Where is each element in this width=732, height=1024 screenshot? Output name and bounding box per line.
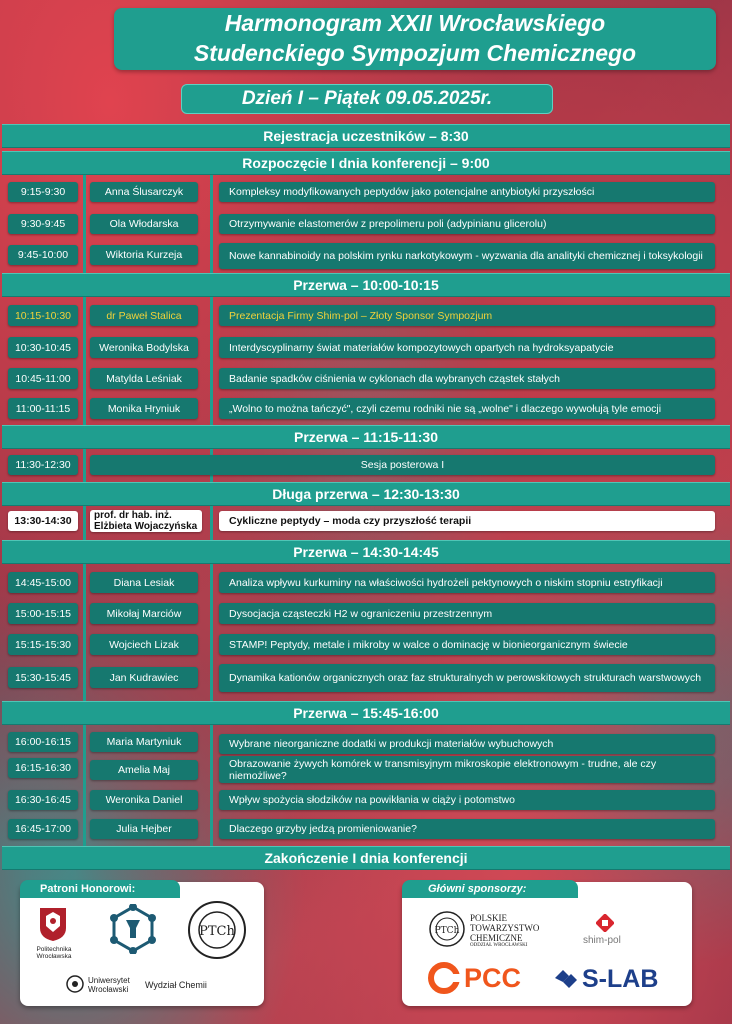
speaker-name: Wiktoria Kurzeja: [90, 245, 198, 265]
section-break-3: Przerwa – 14:30-14:45: [2, 540, 730, 564]
slab-logo-icon: [553, 966, 579, 990]
svg-text:PTCh: PTCh: [434, 926, 460, 936]
wsch-hexagon-logo-icon: [108, 904, 158, 954]
talk-topic: „Wolno to można tańczyć", czyli czemu rodniki nie są „wolne" i dlaczego wywołują tyle emocji: [219, 398, 715, 419]
talk-time: 11:30-12:30: [8, 455, 78, 475]
speaker-name: Monika Hryniuk: [90, 398, 198, 419]
talk-time: 15:00-15:15: [8, 603, 78, 624]
pwr-name: [34, 946, 74, 960]
speaker-name: Anna Ślusarczyk: [90, 182, 198, 202]
talk-topic: Badanie spadków ciśnienia w cyklonach dla wybranych cząstek stałych: [219, 368, 715, 389]
speaker-name: Diana Lesiak: [90, 572, 198, 593]
ptch-oddzial-name: [470, 913, 539, 949]
ptch-oddzial-seal-icon: [428, 910, 466, 948]
pwr-logo-icon: [38, 906, 68, 942]
pwr-line-1: Politechnika: [36, 946, 72, 953]
talk-topic: Dynamika kationów organicznych oraz faz strukturalnych w perowskitowych strukturach warstwowych: [219, 664, 715, 692]
shimpol-name: shim-pol: [583, 935, 621, 946]
ptch-line-1: POLSKIE: [470, 913, 508, 923]
talk-topic: Cykliczne peptydy – moda czy przyszłość terapii: [219, 511, 715, 531]
talk-time: 10:45-11:00: [8, 368, 78, 389]
talk-topic: STAMP! Peptydy, metale i mikroby w walce o dominację w bionieorganicznym świecie: [219, 634, 715, 655]
section-break-4: Przerwa – 15:45-16:00: [2, 701, 730, 725]
speaker-name: Julia Hejber: [90, 819, 198, 839]
speaker-title: prof. dr hab. inż.: [94, 510, 172, 521]
speaker-name: Ola Włodarska: [90, 214, 198, 234]
talk-time: 15:30-15:45: [8, 667, 78, 688]
speaker-fullname: Elżbieta Wojaczyńska: [94, 521, 198, 532]
shimpol-logo-icon: [596, 914, 614, 932]
uwr-line-2: Wrocławski: [88, 985, 129, 994]
day-heading: Dzień I – Piątek 09.05.2025r.: [181, 84, 553, 114]
talk-time: 9:30-9:45: [8, 214, 78, 234]
speaker-name: Mikołaj Marciów: [90, 603, 198, 624]
talk-topic: Interdyscyplinarny świat materiałów kompozytowych opartych na hydroksyapatycie: [219, 337, 715, 358]
poster-title: [114, 8, 716, 70]
patrons-label: Patroni Honorowi:: [20, 880, 180, 898]
title-line-2: Studenckiego Sympozjum Chemicznego: [193, 40, 637, 66]
ptch-line-2: TOWARZYSTWO: [470, 923, 540, 933]
speaker-name: Maria Martyniuk: [90, 732, 198, 752]
speaker-name: Wojciech Lizak: [90, 634, 198, 655]
talk-topic: Obrazowanie żywych komórek w transmisyjnym mikroskopie elektronowym - trudne, ale czy niemożliwe?: [219, 756, 715, 783]
talk-topic: Wybrane nieorganiczne dodatki w produkcji materiałów wybuchowych: [219, 734, 715, 754]
speaker-name: Weronika Daniel: [90, 790, 198, 810]
talk-time: 13:30-14:30: [8, 511, 78, 531]
talk-time: 10:30-10:45: [8, 337, 78, 358]
talk-topic: Wpływ spożycia słodzików na powikłania w ciąży i potomstwo: [219, 790, 715, 810]
section-registration: Rejestracja uczestników – 8:30: [2, 124, 730, 148]
speaker-name: Amelia Maj: [90, 760, 198, 780]
pcc-logo-icon: [428, 962, 460, 994]
section-opening: Rozpoczęcie I dnia konferencji – 9:00: [2, 151, 730, 175]
pwr-line-2: Wrocławska: [36, 953, 72, 960]
section-closing: Zakończenie I dnia konferencji: [2, 846, 730, 870]
wch-name: Wydział Chemii: [145, 980, 207, 990]
svg-text:PTCh: PTCh: [199, 924, 235, 939]
speaker-name: [90, 510, 202, 532]
talk-time: 11:00-11:15: [8, 398, 78, 419]
title-line-1: Harmonogram XXII Wrocławskiego: [224, 10, 606, 36]
talk-time: 16:30-16:45: [8, 790, 78, 810]
talk-topic: Otrzymywanie elastomerów z prepolimeru poli (adypinianu glicerolu): [219, 214, 715, 234]
talk-time: 9:15-9:30: [8, 182, 78, 202]
pcc-name: PCC: [464, 963, 522, 993]
slab-name: S-LAB: [582, 965, 659, 993]
talk-topic: Dysocjacja cząsteczki H2 w ograniczeniu przestrzennym: [219, 603, 715, 624]
ptch-line-3: CHEMICZNE: [470, 933, 523, 943]
section-long-break: Długa przerwa – 12:30-13:30: [2, 482, 730, 506]
talk-time: 14:45-15:00: [8, 572, 78, 593]
ptch-seal-icon: [187, 900, 247, 960]
talk-topic: Analiza wpływu kurkuminy na właściwości hydrożeli pektynowych o niskim stopniu estryfikacji: [219, 572, 715, 593]
uwr-line-1: Uniwersytet: [88, 976, 130, 985]
section-break-1: Przerwa – 10:00-10:15: [2, 273, 730, 297]
talk-topic: Prezentacja Firmy Shim-pol – Złoty Sponsor Sympozjum: [219, 305, 715, 326]
uwr-name: [88, 976, 130, 994]
speaker-name: Weronika Bodylska: [90, 337, 198, 358]
talk-topic: Kompleksy modyfikowanych peptydów jako potencjalne antybiotyki przyszłości: [219, 182, 715, 202]
speaker-name: dr Paweł Stalica: [90, 305, 198, 326]
talk-time: 10:15-10:30: [8, 305, 78, 326]
talk-topic: Dlaczego grzyby jedzą promieniowanie?: [219, 819, 715, 839]
speaker-name: Matylda Leśniak: [90, 368, 198, 389]
talk-time: 9:45-10:00: [8, 245, 78, 265]
talk-time: 16:00-16:15: [8, 732, 78, 752]
talk-time: 15:15-15:30: [8, 634, 78, 655]
section-break-2: Przerwa – 11:15-11:30: [2, 425, 730, 449]
sponsors-label: Główni sponsorzy:: [402, 880, 578, 898]
speaker-name: Jan Kudrawiec: [90, 667, 198, 688]
uwr-logo-icon: [66, 975, 84, 993]
talk-time: 16:45-17:00: [8, 819, 78, 839]
talk-time: 16:15-16:30: [8, 758, 78, 778]
poster-session: Sesja posterowa I: [90, 455, 715, 475]
ptch-line-4: ODDZIAŁ WROCŁAWSKI: [470, 943, 528, 948]
talk-topic: Nowe kannabinoidy na polskim rynku narkotykowym - wyzwania dla analityki chemicznej i toksykologii: [219, 243, 715, 269]
